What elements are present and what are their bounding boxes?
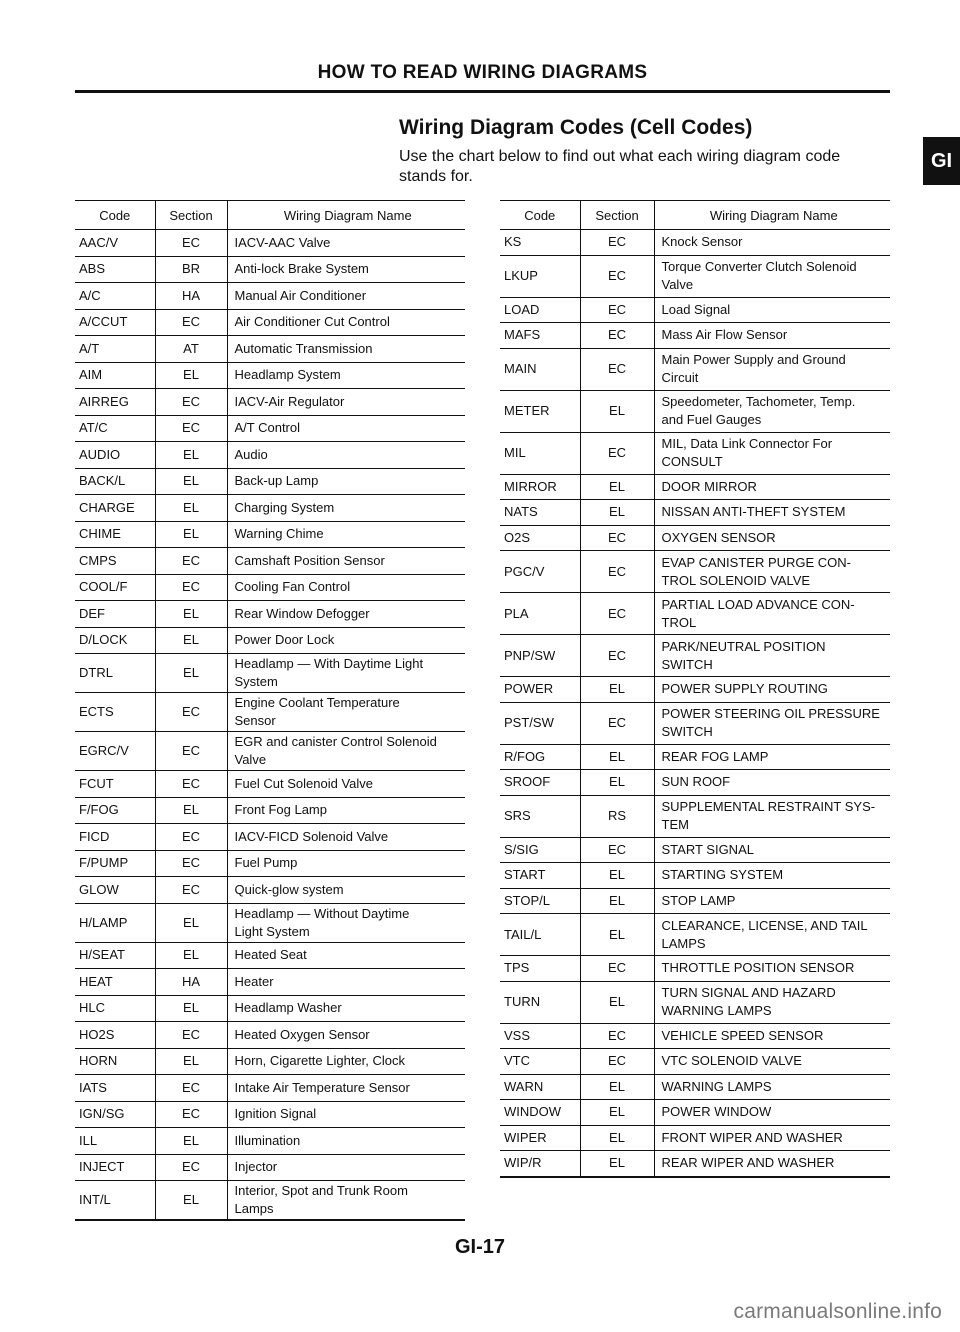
code-cell: A/C (75, 283, 155, 310)
diagram-name-cell: Interior, Spot and Trunk Room Lamps (227, 1181, 465, 1221)
diagram-name-cell: Cooling Fan Control (227, 574, 465, 601)
code-cell: PST/SW (500, 702, 580, 744)
diagram-name-cell: IACV-AAC Valve (227, 230, 465, 257)
code-cell: IATS (75, 1075, 155, 1102)
section-cell: EC (155, 693, 227, 732)
section-cell: EC (155, 771, 227, 798)
section-cell: EL (580, 888, 654, 914)
table-row (75, 654, 465, 693)
diagram-name-cell: Automatic Transmission (227, 336, 465, 363)
code-cell: INT/L (75, 1181, 155, 1221)
diagram-name-cell: SUN ROOF (654, 770, 890, 796)
code-cell: VTC (500, 1049, 580, 1075)
table-row (500, 1023, 890, 1049)
table-row (75, 627, 465, 654)
table-row (500, 956, 890, 982)
diagram-name-cell: PARTIAL LOAD ADVANCE CON- TROL (654, 593, 890, 635)
section-cell: EC (155, 415, 227, 442)
table-row (75, 230, 465, 257)
table-row (500, 702, 890, 744)
section-cell: AT (155, 336, 227, 363)
column-header-section: Section (580, 201, 654, 230)
code-cell: S/SIG (500, 837, 580, 863)
section-cell: EL (155, 942, 227, 969)
section-cell: BR (155, 256, 227, 283)
code-cell: COOL/F (75, 574, 155, 601)
section-cell: EC (580, 956, 654, 982)
table-header-row (75, 201, 465, 230)
section-cell: EC (155, 850, 227, 877)
diagram-name-cell: Camshaft Position Sensor (227, 548, 465, 575)
code-cell: CHARGE (75, 495, 155, 522)
section-cell: EL (155, 995, 227, 1022)
section-cell: EL (580, 914, 654, 956)
table-row (75, 732, 465, 771)
table-row (500, 323, 890, 349)
diagram-name-cell: POWER WINDOW (654, 1100, 890, 1126)
diagram-name-cell: STOP LAMP (654, 888, 890, 914)
section-cell: EL (155, 654, 227, 693)
diagram-name-cell: WARNING LAMPS (654, 1074, 890, 1100)
code-cell: PNP/SW (500, 635, 580, 677)
section-cell: EL (580, 744, 654, 770)
table-row (500, 390, 890, 432)
code-cell: GLOW (75, 877, 155, 904)
section-cell: EC (580, 635, 654, 677)
codes-table-right (500, 200, 890, 1178)
code-cell: AT/C (75, 415, 155, 442)
diagram-name-cell: NISSAN ANTI-THEFT SYSTEM (654, 500, 890, 526)
diagram-name-cell: Illumination (227, 1128, 465, 1155)
section-cell: EL (155, 797, 227, 824)
table-row (75, 442, 465, 469)
diagram-name-cell: SUPPLEMENTAL RESTRAINT SYS- TEM (654, 795, 890, 837)
code-cell: AAC/V (75, 230, 155, 257)
diagram-name-cell: Mass Air Flow Sensor (654, 323, 890, 349)
section-cell: EL (580, 1074, 654, 1100)
diagram-name-cell: Quick-glow system (227, 877, 465, 904)
table-row (75, 1048, 465, 1075)
table-row (75, 415, 465, 442)
code-cell: R/FOG (500, 744, 580, 770)
table-row (500, 551, 890, 593)
table-row (75, 1075, 465, 1102)
table-row (75, 942, 465, 969)
code-cell: CHIME (75, 521, 155, 548)
diagram-name-cell: POWER SUPPLY ROUTING (654, 677, 890, 703)
diagram-name-cell: THROTTLE POSITION SENSOR (654, 956, 890, 982)
table-row (75, 283, 465, 310)
section-cell: EL (580, 390, 654, 432)
code-cell: SRS (500, 795, 580, 837)
section-cell: EC (155, 824, 227, 851)
table-row (500, 1100, 890, 1126)
diagram-name-cell: EVAP CANISTER PURGE CON- TROL SOLENOID VALVE (654, 551, 890, 593)
code-cell: D/LOCK (75, 627, 155, 654)
diagram-name-cell: EGR and canister Control Solenoid Valve (227, 732, 465, 771)
section-cell: EC (580, 702, 654, 744)
diagram-name-cell: Air Conditioner Cut Control (227, 309, 465, 336)
code-cell: AIRREG (75, 389, 155, 416)
section-title: Wiring Diagram Codes (Cell Codes) (399, 116, 753, 139)
code-cell: LOAD (500, 297, 580, 323)
section-cell: EL (580, 981, 654, 1023)
diagram-name-cell: STARTING SYSTEM (654, 863, 890, 889)
table-row (500, 981, 890, 1023)
diagram-name-cell: PARK/NEUTRAL POSITION SWITCH (654, 635, 890, 677)
diagram-name-cell: Torque Converter Clutch Solenoid Valve (654, 255, 890, 297)
diagram-name-cell: Injector (227, 1154, 465, 1181)
section-cell: EL (155, 1128, 227, 1155)
code-cell: EGRC/V (75, 732, 155, 771)
page-header-title: HOW TO READ WIRING DIAGRAMS (317, 62, 648, 83)
section-cell: EC (155, 877, 227, 904)
code-cell: A/CCUT (75, 309, 155, 336)
diagram-name-cell: Engine Coolant Temperature Sensor (227, 693, 465, 732)
diagram-name-cell: IACV-Air Regulator (227, 389, 465, 416)
section-cell: EC (580, 525, 654, 551)
table-row (500, 500, 890, 526)
diagram-name-cell: Intake Air Temperature Sensor (227, 1075, 465, 1102)
section-cell: EC (580, 297, 654, 323)
diagram-name-cell: VEHICLE SPEED SENSOR (654, 1023, 890, 1049)
section-cell: EC (155, 230, 227, 257)
section-cell: EL (155, 521, 227, 548)
code-cell: INJECT (75, 1154, 155, 1181)
table-row (75, 1154, 465, 1181)
table-row (75, 693, 465, 732)
code-cell: MIL (500, 432, 580, 474)
section-cell: EL (155, 495, 227, 522)
section-cell: EL (580, 1125, 654, 1151)
table-row (500, 474, 890, 500)
table-row (500, 1074, 890, 1100)
diagram-name-cell: Warning Chime (227, 521, 465, 548)
code-cell: BACK/L (75, 468, 155, 495)
column-header-name: Wiring Diagram Name (654, 201, 890, 230)
diagram-name-cell: POWER STEERING OIL PRESSURE SWITCH (654, 702, 890, 744)
table-row (75, 309, 465, 336)
diagram-name-cell: TURN SIGNAL AND HAZARD WARNING LAMPS (654, 981, 890, 1023)
diagram-name-cell: Front Fog Lamp (227, 797, 465, 824)
section-cell: EC (155, 548, 227, 575)
section-cell: EL (580, 863, 654, 889)
code-cell: O2S (500, 525, 580, 551)
table-row (500, 593, 890, 635)
section-cell: EL (155, 1048, 227, 1075)
table-row (500, 297, 890, 323)
code-cell: FCUT (75, 771, 155, 798)
section-cell: EC (155, 1101, 227, 1128)
diagram-name-cell: Manual Air Conditioner (227, 283, 465, 310)
section-cell: EC (155, 732, 227, 771)
watermark: carmanualsonline.info (733, 1300, 942, 1323)
table-row (500, 1125, 890, 1151)
section-cell: EC (155, 309, 227, 336)
section-cell: HA (155, 969, 227, 996)
diagram-name-cell: Fuel Cut Solenoid Valve (227, 771, 465, 798)
section-cell: EC (155, 389, 227, 416)
column-header-code: Code (75, 201, 155, 230)
section-cell: EL (155, 903, 227, 942)
table-row (75, 601, 465, 628)
table-row (75, 969, 465, 996)
table-row (75, 1128, 465, 1155)
diagram-name-cell: IACV-FICD Solenoid Valve (227, 824, 465, 851)
code-cell: ILL (75, 1128, 155, 1155)
section-cell: EL (580, 1151, 654, 1177)
diagram-name-cell: Headlamp System (227, 362, 465, 389)
table-row (500, 914, 890, 956)
diagram-name-cell: CLEARANCE, LICENSE, AND TAIL LAMPS (654, 914, 890, 956)
code-cell: WIP/R (500, 1151, 580, 1177)
diagram-name-cell: Rear Window Defogger (227, 601, 465, 628)
code-cell: KS (500, 230, 580, 256)
code-cell: LKUP (500, 255, 580, 297)
table-row (75, 362, 465, 389)
code-cell: F/PUMP (75, 850, 155, 877)
table-row (75, 468, 465, 495)
table-row (500, 348, 890, 390)
table-row (500, 863, 890, 889)
diagram-name-cell: Heated Oxygen Sensor (227, 1022, 465, 1049)
header-rule (75, 90, 890, 93)
section-cell: EL (155, 442, 227, 469)
table-row (75, 850, 465, 877)
code-cell: AUDIO (75, 442, 155, 469)
page-number: GI-17 (454, 1236, 506, 1258)
table-row (500, 677, 890, 703)
code-cell: FICD (75, 824, 155, 851)
code-cell: VSS (500, 1023, 580, 1049)
table-row (500, 255, 890, 297)
table-row (75, 1022, 465, 1049)
diagram-name-cell: FRONT WIPER AND WASHER (654, 1125, 890, 1151)
section-cell: EC (580, 255, 654, 297)
table-row (75, 797, 465, 824)
code-cell: POWER (500, 677, 580, 703)
diagram-name-cell: Headlamp — Without Daytime Light System (227, 903, 465, 942)
section-cell: EL (155, 362, 227, 389)
code-cell: A/T (75, 336, 155, 363)
section-cell: EC (580, 593, 654, 635)
code-cell: DTRL (75, 654, 155, 693)
section-cell: EC (580, 551, 654, 593)
section-tab: GI (923, 137, 960, 185)
table-row (75, 877, 465, 904)
section-cell: EL (155, 627, 227, 654)
section-cell: EC (580, 1023, 654, 1049)
section-cell: EC (580, 230, 654, 256)
code-cell: MAFS (500, 323, 580, 349)
section-cell: EC (155, 1022, 227, 1049)
code-cell: WINDOW (500, 1100, 580, 1126)
diagram-name-cell: Load Signal (654, 297, 890, 323)
section-cell: RS (580, 795, 654, 837)
code-cell: WIPER (500, 1125, 580, 1151)
section-cell: EC (155, 574, 227, 601)
table-row (500, 1151, 890, 1177)
section-cell: EL (580, 500, 654, 526)
section-cell: EC (580, 1049, 654, 1075)
diagram-name-cell: DOOR MIRROR (654, 474, 890, 500)
table-row (75, 1101, 465, 1128)
table-row (500, 770, 890, 796)
code-cell: TAIL/L (500, 914, 580, 956)
section-cell: EL (155, 601, 227, 628)
table-row (500, 1049, 890, 1075)
section-cell: EL (155, 1181, 227, 1221)
code-cell: H/LAMP (75, 903, 155, 942)
diagram-name-cell: Horn, Cigarette Lighter, Clock (227, 1048, 465, 1075)
section-cell: EC (580, 323, 654, 349)
code-cell: CMPS (75, 548, 155, 575)
section-cell: EL (580, 1100, 654, 1126)
table-row (500, 525, 890, 551)
code-cell: ABS (75, 256, 155, 283)
diagram-name-cell: Back-up Lamp (227, 468, 465, 495)
diagram-name-cell: Headlamp — With Daytime Light System (227, 654, 465, 693)
table-row (75, 1181, 465, 1221)
table-row (75, 389, 465, 416)
table-row (75, 824, 465, 851)
diagram-name-cell: Knock Sensor (654, 230, 890, 256)
diagram-name-cell: Heater (227, 969, 465, 996)
section-cell: EC (155, 1154, 227, 1181)
table-row (75, 995, 465, 1022)
code-cell: HO2S (75, 1022, 155, 1049)
code-cell: START (500, 863, 580, 889)
table-row (75, 256, 465, 283)
table-body-right (500, 230, 890, 1177)
code-cell: STOP/L (500, 888, 580, 914)
table-header-row (500, 201, 890, 230)
table-row (500, 744, 890, 770)
diagram-name-cell: Charging System (227, 495, 465, 522)
table-row (500, 795, 890, 837)
code-cell: SROOF (500, 770, 580, 796)
diagram-name-cell: VTC SOLENOID VALVE (654, 1049, 890, 1075)
table-body-left (75, 230, 465, 1221)
code-cell: WARN (500, 1074, 580, 1100)
section-cell: EC (580, 837, 654, 863)
table-row (500, 230, 890, 256)
diagram-name-cell: Fuel Pump (227, 850, 465, 877)
table-row (75, 574, 465, 601)
code-cell: ECTS (75, 693, 155, 732)
section-cell: EC (155, 1075, 227, 1102)
code-cell: TPS (500, 956, 580, 982)
diagram-name-cell: REAR WIPER AND WASHER (654, 1151, 890, 1177)
code-cell: H/SEAT (75, 942, 155, 969)
code-cell: MAIN (500, 348, 580, 390)
diagram-name-cell: Heated Seat (227, 942, 465, 969)
code-cell: METER (500, 390, 580, 432)
section-intro: Use the chart below to find out what each wiring diagram code stands for. (399, 148, 841, 185)
table-row (500, 432, 890, 474)
section-cell: EC (580, 348, 654, 390)
codes-table-left (75, 200, 465, 1221)
code-cell: MIRROR (500, 474, 580, 500)
code-cell: HLC (75, 995, 155, 1022)
table-row (75, 336, 465, 363)
table-row (75, 521, 465, 548)
table-row (75, 495, 465, 522)
code-cell: PGC/V (500, 551, 580, 593)
diagram-name-cell: OXYGEN SENSOR (654, 525, 890, 551)
table-row (75, 903, 465, 942)
code-cell: IGN/SG (75, 1101, 155, 1128)
code-cell: DEF (75, 601, 155, 628)
diagram-name-cell: Ignition Signal (227, 1101, 465, 1128)
table-row (75, 771, 465, 798)
column-header-name: Wiring Diagram Name (227, 201, 465, 230)
diagram-name-cell: Anti-lock Brake System (227, 256, 465, 283)
diagram-name-cell: REAR FOG LAMP (654, 744, 890, 770)
code-cell: TURN (500, 981, 580, 1023)
table-row (75, 548, 465, 575)
code-cell: F/FOG (75, 797, 155, 824)
column-header-code: Code (500, 201, 580, 230)
diagram-name-cell: Audio (227, 442, 465, 469)
section-cell: HA (155, 283, 227, 310)
diagram-name-cell: MIL, Data Link Connector For CONSULT (654, 432, 890, 474)
diagram-name-cell: Power Door Lock (227, 627, 465, 654)
table-row (500, 837, 890, 863)
code-cell: HEAT (75, 969, 155, 996)
code-cell: AIM (75, 362, 155, 389)
code-cell: PLA (500, 593, 580, 635)
table-row (500, 635, 890, 677)
section-cell: EL (580, 474, 654, 500)
diagram-name-cell: Speedometer, Tachometer, Temp. and Fuel Gauges (654, 390, 890, 432)
diagram-name-cell: Headlamp Washer (227, 995, 465, 1022)
section-cell: EL (580, 677, 654, 703)
code-cell: NATS (500, 500, 580, 526)
section-cell: EL (155, 468, 227, 495)
diagram-name-cell: Main Power Supply and Ground Circuit (654, 348, 890, 390)
code-cell: HORN (75, 1048, 155, 1075)
table-row (500, 888, 890, 914)
column-header-section: Section (155, 201, 227, 230)
diagram-name-cell: A/T Control (227, 415, 465, 442)
diagram-name-cell: START SIGNAL (654, 837, 890, 863)
section-cell: EC (580, 432, 654, 474)
section-cell: EL (580, 770, 654, 796)
